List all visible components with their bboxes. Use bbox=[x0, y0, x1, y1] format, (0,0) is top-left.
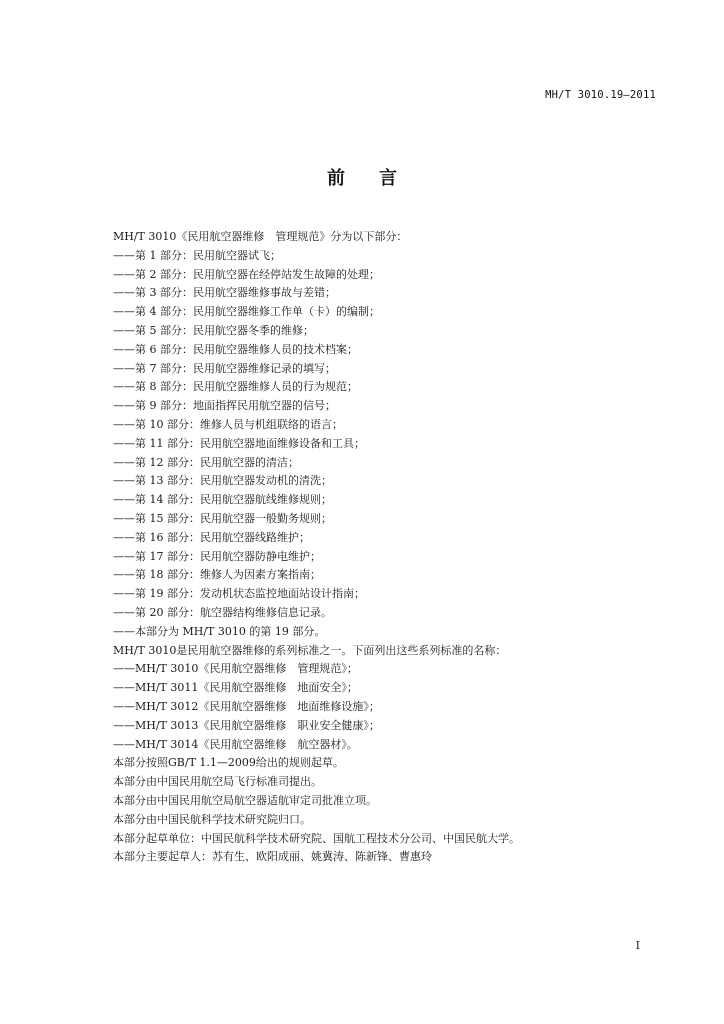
foreword-line: ——第 13 部分：民用航空器发动机的清洗； bbox=[113, 474, 332, 488]
foreword-line: ——第 3 部分：民用航空器维修事故与差错； bbox=[113, 286, 336, 300]
foreword-line: MH/T 3010是民用航空器维修的系列标准之一。下面列出这些系列标准的名称： bbox=[113, 643, 507, 657]
foreword-line: ——第 8 部分：民用航空器维修人员的行为规范； bbox=[113, 380, 358, 394]
foreword-line: 本部分由中国民航科学技术研究院归口。 bbox=[113, 812, 311, 826]
page-number: I bbox=[635, 939, 640, 952]
foreword-line: ——MH/T 3010《民用航空器维修 管理规范》； bbox=[113, 662, 358, 676]
standard-code: MH/T 3010.19—2011 bbox=[545, 89, 656, 101]
foreword-line: ——第 11 部分：民用航空器地面维修设备和工具； bbox=[113, 436, 365, 450]
foreword-line: ——MH/T 3012《民用航空器维修 地面维修设施》； bbox=[113, 699, 380, 713]
foreword-line: ——第 14 部分：民用航空器航线维修规则； bbox=[113, 493, 332, 507]
foreword-line: ——第 17 部分：民用航空器防静电维护； bbox=[113, 549, 321, 563]
foreword-line: ——第 7 部分：民用航空器维修记录的填写； bbox=[113, 361, 336, 375]
foreword-line: MH/T 3010《民用航空器维修 管理规范》分为以下部分： bbox=[113, 230, 408, 243]
foreword-body bbox=[113, 228, 673, 867]
foreword-line: ——第 10 部分：维修人员与机组联络的语言； bbox=[113, 417, 343, 431]
foreword-line: ——MH/T 3014《民用航空器维修 航空器材》。 bbox=[113, 737, 358, 751]
foreword-line: ——第 16 部分：民用航空器线路维护； bbox=[113, 530, 310, 544]
foreword-line: ——MH/T 3013《民用航空器维修 职业安全健康》； bbox=[113, 718, 380, 732]
foreword-line: ——第 18 部分：维修人为因素方案指南； bbox=[113, 568, 321, 582]
foreword-line: ——第 20 部分：航空器结构维修信息记录。 bbox=[113, 605, 332, 619]
page-title: 前言 bbox=[327, 168, 431, 189]
foreword-line: 本部分由中国民用航空局飞行标准司提出。 bbox=[113, 775, 322, 789]
foreword-line: ——第 9 部分：地面指挥民用航空器的信号； bbox=[113, 399, 336, 413]
foreword-line: ——本部分为 MH/T 3010 的第 19 部分。 bbox=[113, 624, 326, 638]
foreword-line: ——第 5 部分：民用航空器冬季的维修； bbox=[113, 323, 314, 337]
foreword-line: ——MH/T 3011《民用航空器维修 地面安全》； bbox=[113, 681, 358, 695]
foreword-line: 本部分起草单位：中国民航科学技术研究院、国航工程技术分公司、中国民航大学。 bbox=[113, 831, 520, 845]
foreword-line: ——第 2 部分：民用航空器在经停站发生故障的处理； bbox=[113, 267, 380, 281]
foreword-line: 本部分主要起草人：苏有生、欧阳成丽、姚冀涛、陈新锋、曹惠玲 bbox=[113, 850, 432, 864]
foreword-line: ——第 6 部分：民用航空器维修人员的技术档案； bbox=[113, 342, 358, 356]
foreword-line: ——第 15 部分：民用航空器一般勤务规则； bbox=[113, 511, 332, 525]
foreword-line: ——第 19 部分：发动机状态监控地面站设计指南； bbox=[113, 587, 365, 601]
foreword-line: 本部分由中国民用航空局航空器适航审定司批准立项。 bbox=[113, 793, 377, 807]
foreword-line: ——第 12 部分：民用航空器的清洁； bbox=[113, 455, 299, 469]
foreword-line: 本部分按照GB/T 1.1—2009给出的规则起草。 bbox=[113, 756, 344, 770]
foreword-line: ——第 1 部分：民用航空器试飞； bbox=[113, 248, 281, 262]
foreword-line: ——第 4 部分：民用航空器维修工作单（卡）的编制； bbox=[113, 305, 380, 319]
